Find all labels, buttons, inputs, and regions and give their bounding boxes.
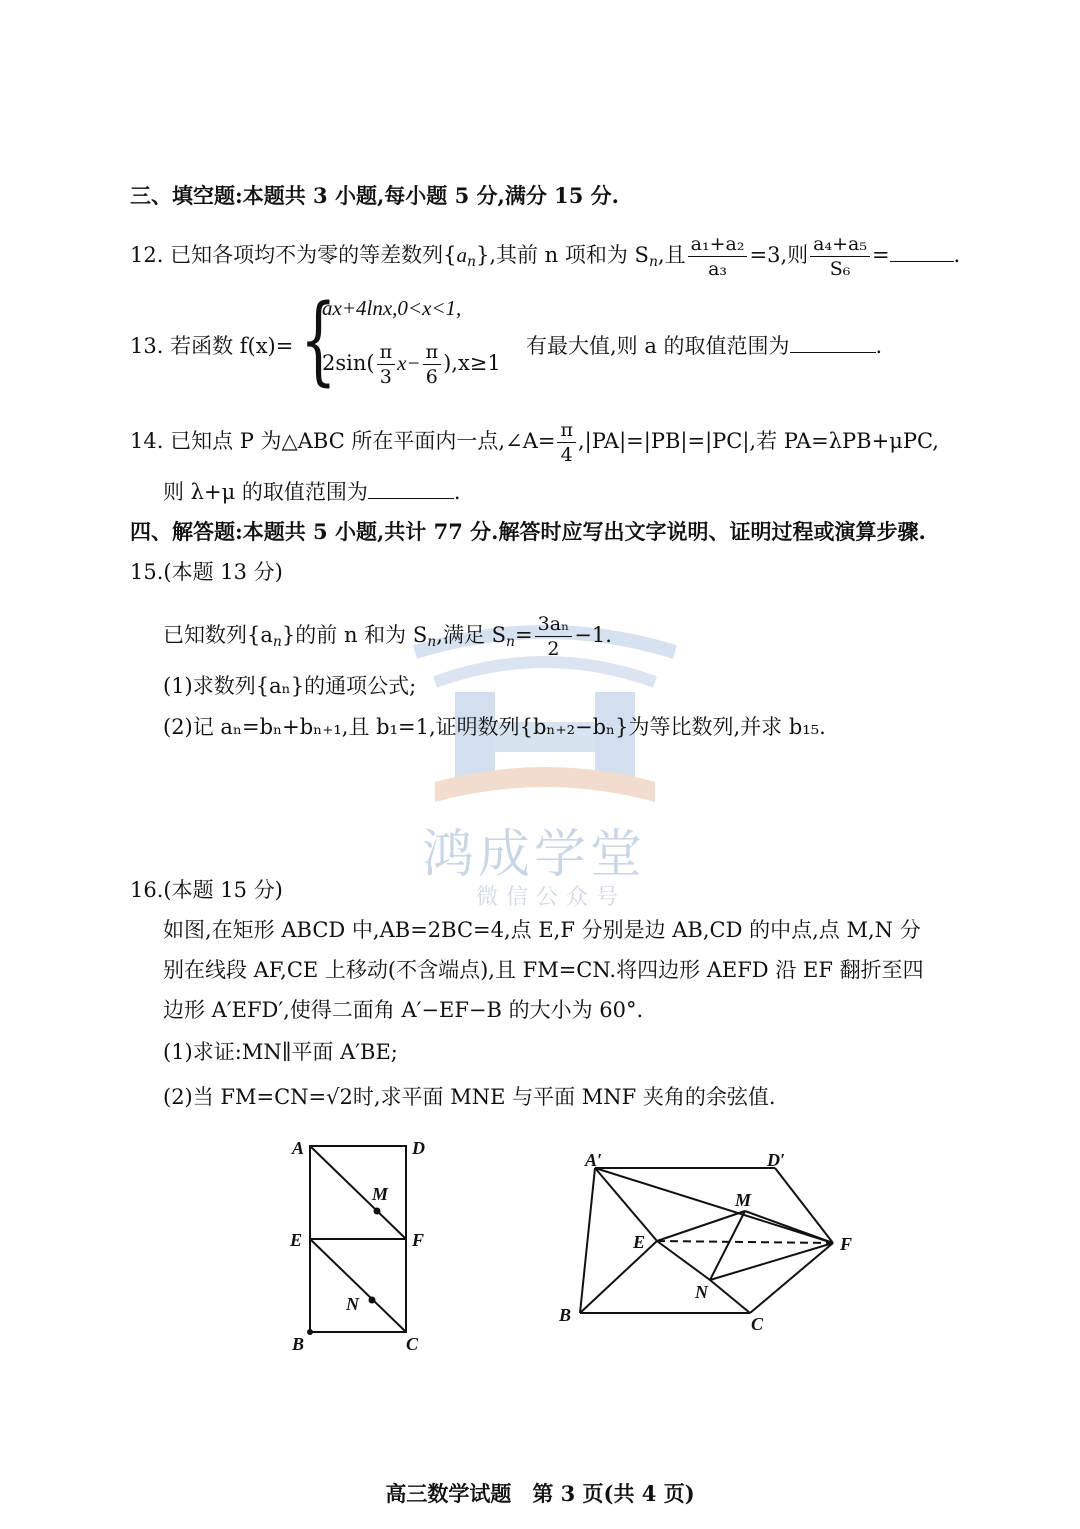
q14: 14. 已知点 P 为△ABC 所在平面内一点,∠A= $\frac{\pi}{4}$ ,|PA|=|PB|=|PC|,若 PA=λPB+μPC,: [130, 419, 939, 466]
fig1-label-n: N: [346, 1294, 359, 1314]
fig1-label-d: D: [412, 1138, 425, 1158]
watermark-title: 鸿成学堂: [422, 825, 647, 885]
q15-stem: 已知数列$\{a_n\}$的前 n 和为 $S_n$,满足 $S_n=$ $\frac{\text{3aₙ}}{2}$ −1.: [163, 613, 612, 660]
q12-frac1: $\frac{\text{a₁+a₂}}{\text{a₃}}$: [688, 232, 748, 281]
q12-answer-blank: [890, 241, 954, 262]
watermark-subtitle: 微信公众号: [476, 885, 627, 910]
fig1-label-a: A: [292, 1138, 305, 1158]
q13-case2: 2sin( $\frac{\pi}{3}$ x− $\frac{\pi}{6}$ ),x≥1: [322, 341, 501, 388]
fig2-label-m: M: [735, 1190, 752, 1210]
q15-part1: (1)求数列{aₙ}的通项公式;: [163, 674, 417, 698]
q13-lead: 13. 若函数 f(x)=: [130, 334, 294, 358]
fig2-label-f: F: [840, 1234, 853, 1254]
q15-part2: (2)记 aₙ=bₙ+bₙ₊₁,且 b₁=1,证明数列{bₙ₊₂−bₙ}为等比数列,并求 b₁₅.: [163, 715, 826, 739]
section4-heading: 四、解答题:本题共 5 小题,共计 77 分.解答时应写出文字说明、证明过程或演算步骤.: [130, 519, 926, 544]
q13-tail: 有最大值,则 a 的取值范围为 .: [526, 334, 883, 358]
q16-line2: 别在线段 AF,CE 上移动(不含端点),且 FM=CN.将四边形 AEFD 沿 EF 翻折至四: [163, 958, 924, 982]
q15-title: 15.(本题 13 分): [130, 560, 283, 584]
fig2-label-n: N: [695, 1282, 708, 1302]
q12-mid: },其前 n 项和为 S: [475, 243, 649, 267]
fig1-label-m: M: [372, 1184, 389, 1204]
q12: 12. 已知各项均不为零的等差数列$\{a_n\}$,其前 n 项和为 $S_n$,且 $\frac{\text{a₁+a₂}}{\text{a₃}}$ =3,则 $\frac{\text{a₄+a₅}}{\text{S₆}}$ = .: [130, 233, 961, 280]
q16-title: 16.(本题 15 分): [130, 878, 283, 902]
section3-heading: 三、填空题:本题共 3 小题,每小题 5 分,满分 15 分.: [130, 183, 619, 208]
q12-eq: =3,则: [749, 243, 809, 267]
fig2-label-e: E: [633, 1232, 646, 1252]
q14-answer-blank: [368, 478, 454, 499]
fig2-label-d-prime: D′: [767, 1150, 786, 1170]
q13-brace: {: [300, 284, 337, 396]
figure2-folded-solid: [545, 1140, 875, 1355]
q12-prefix: 12. 已知各项均不为零的等差数列{: [130, 243, 457, 267]
q14-condition: ,|PA|=|PB|=|PC|,若 PA=λPB+μPC,: [577, 429, 939, 453]
q12-frac2: $\frac{\text{a₄+a₅}}{\text{S₆}}$: [810, 232, 870, 281]
fig1-label-c: C: [406, 1334, 419, 1354]
fig1-label-b: B: [292, 1334, 305, 1354]
fig2-label-a-prime: A′: [585, 1150, 603, 1170]
fig2-label-b: B: [559, 1305, 572, 1325]
fig1-label-e: E: [290, 1230, 303, 1250]
q12-mid2: ,且: [657, 243, 686, 267]
q16-part2: (2)当 FM=CN=√2时,求平面 MNE 与平面 MNF 夹角的余弦值.: [163, 1085, 776, 1109]
figure1-rectangle: [280, 1132, 440, 1357]
page-footer: 高三数学试题 第 3 页(共 4 页): [385, 1481, 695, 1506]
q16-line3: 边形 A′EFD′,使得二面角 A′−EF−B 的大小为 60°.: [163, 998, 644, 1022]
fig2-label-c: C: [751, 1314, 764, 1334]
q16-line1: 如图,在矩形 ABCD 中,AB=2BC=4,点 E,F 分别是边 AB,CD 的中点,点 M,N 分: [163, 918, 921, 942]
fig1-label-f: F: [412, 1230, 425, 1250]
q14-line2: 则 λ+μ 的取值范围为 .: [163, 480, 461, 504]
q12-tail: =: [871, 243, 890, 267]
q16-part1: (1)求证:MN∥平面 A′BE;: [163, 1040, 398, 1064]
q13-answer-blank: [790, 332, 876, 353]
q13-case1: ax+4lnx,0<x<1,: [322, 296, 462, 320]
